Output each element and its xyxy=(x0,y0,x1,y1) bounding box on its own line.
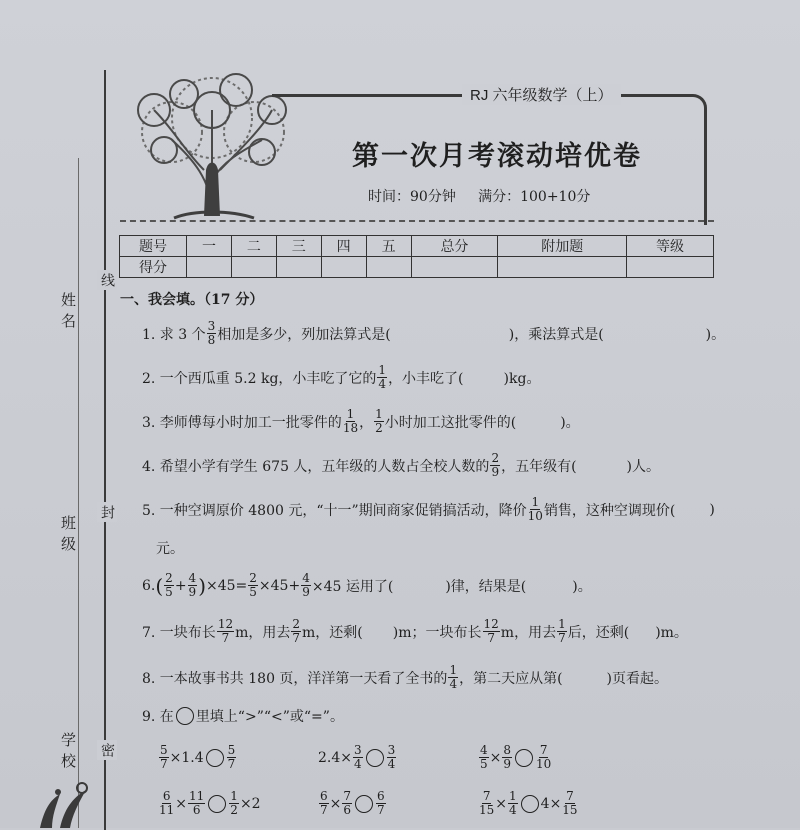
seal-line-char: 线 xyxy=(97,270,117,290)
fraction: $\frac{2}{5}$ xyxy=(165,571,173,599)
table-row xyxy=(120,257,714,278)
q-text: m，用去 xyxy=(235,624,291,641)
compare-circle[interactable] xyxy=(366,749,384,767)
page-title: 第一次月考滚动培优卷 xyxy=(352,141,642,172)
q-text: 后，还剩( xyxy=(567,624,630,641)
fraction: $\frac{4}{9}$ xyxy=(188,571,197,599)
q-text: 1. 求 3 个 xyxy=(142,326,206,343)
plant-decoration-icon xyxy=(30,780,100,828)
question-2 xyxy=(142,364,540,391)
question-6 xyxy=(142,572,592,599)
fraction: $\frac{2}{7}$ xyxy=(292,617,301,645)
q-text: 3. 李师傅每小时加工一批零件的 xyxy=(142,414,342,431)
table-cell: 五 xyxy=(366,236,411,257)
q-text: )m。 xyxy=(655,624,688,641)
decorative-divider xyxy=(120,220,714,222)
table-cell: 四 xyxy=(321,236,366,257)
q-text: ) xyxy=(198,573,206,598)
q-text: 销售，这种空调现价( xyxy=(543,502,676,519)
q-text: )。 xyxy=(705,326,726,343)
compare-circle[interactable] xyxy=(208,795,226,813)
score-cell[interactable] xyxy=(411,257,498,278)
question-3 xyxy=(142,408,580,435)
q-text: m，用去 xyxy=(500,624,557,641)
table-cell: 一 xyxy=(187,236,232,257)
q-text: + xyxy=(174,577,187,594)
table-cell: 总分 xyxy=(411,236,498,257)
q-text: ，小丰吃了( xyxy=(388,370,464,387)
fraction: $\frac{1}{18}$ xyxy=(342,407,359,435)
q-text: )律，结果是( xyxy=(445,578,527,595)
q-text: )m；一块布长 xyxy=(392,624,482,641)
table-cell: 附加题 xyxy=(498,236,627,257)
fraction: $\frac{1}{2}$ xyxy=(375,407,383,435)
compare-item: $\frac{4}{5}$ × $\frac{8}{9}$ $\frac{7}{10}$ xyxy=(480,743,552,771)
score-cell[interactable] xyxy=(498,257,627,278)
compare-item: $\frac{6}{7}$ × $\frac{7}{6}$ $\frac{6}{7}$ xyxy=(320,789,385,817)
compare-circle[interactable] xyxy=(206,749,224,767)
fraction: $\frac{3}{8}$ xyxy=(207,319,216,347)
q-text: 2. 一个西瓜重 5.2 kg，小丰吃了它的 xyxy=(142,370,377,387)
score-cell[interactable] xyxy=(187,257,232,278)
q-text: )，乘法算式是( xyxy=(508,326,604,343)
table-cell: 题号 xyxy=(120,236,187,257)
score-cell[interactable] xyxy=(627,257,714,278)
q-text: 里填上“>”“<”或“=”。 xyxy=(195,709,344,725)
question-5 xyxy=(142,496,715,523)
q-text: )kg。 xyxy=(503,370,541,387)
q-text: 7. 一块布长 xyxy=(142,624,216,641)
compare-item: $\frac{5}{7}$ ×1.4 $\frac{5}{7}$ xyxy=(160,743,236,771)
q-text: ， xyxy=(359,414,374,431)
fraction: $\frac{12}{7}$ xyxy=(217,617,234,645)
q-text: 相加是多少，列加法算式是( xyxy=(217,326,391,343)
class-label: 班级 xyxy=(59,515,77,557)
exam-info xyxy=(368,186,590,206)
section-heading: 一、我会填。（17 分） xyxy=(120,292,264,308)
binding-line xyxy=(104,70,106,830)
q-text: m，还剩( xyxy=(302,624,363,641)
fraction: $\frac{1}{4}$ xyxy=(378,363,387,391)
school-label: 学校 xyxy=(59,732,77,774)
q-text: 6. xyxy=(142,577,156,594)
score-cell[interactable] xyxy=(231,257,276,278)
q-text: )人。 xyxy=(626,458,661,475)
q-text: )。 xyxy=(572,578,592,595)
question-8 xyxy=(142,664,668,691)
q-text: ×45 运用了( xyxy=(311,578,394,595)
q-text: ，五年级有( xyxy=(501,458,577,475)
fraction: $\frac{4}{9}$ xyxy=(302,571,310,599)
question-4 xyxy=(142,452,660,479)
q-text: )页看起。 xyxy=(606,670,669,687)
table-cell: 得分 xyxy=(120,257,187,278)
circle-icon xyxy=(176,707,194,725)
q-text: 9. 在 xyxy=(142,709,174,725)
seal-feng-char: 封 xyxy=(97,502,117,522)
q-text: 4. 希望小学有学生 675 人，五年级的人数占全校人数的 xyxy=(142,458,490,475)
question-1 xyxy=(142,320,725,347)
compare-circle[interactable] xyxy=(355,795,373,813)
fraction: $\frac{12}{7}$ xyxy=(483,617,499,645)
q-text: 5. 一种空调原价 4800 元，“十一”期间商家促销搞活动，降价 xyxy=(142,502,527,519)
compare-item: $\frac{7}{15}$ × $\frac{1}{4}$ 4× $\frac{7}{15}$ xyxy=(479,789,578,817)
compare-circle[interactable] xyxy=(515,749,533,767)
score-cell[interactable] xyxy=(366,257,411,278)
question-7 xyxy=(142,618,688,645)
fraction: $\frac{1}{10}$ xyxy=(527,495,543,523)
q-text: 8. 一本故事书共 180 页，洋洋第一天看了全书的 xyxy=(142,670,448,687)
question-9 xyxy=(142,706,344,726)
fraction: $\frac{2}{9}$ xyxy=(491,451,500,479)
q-text: ×45+ xyxy=(258,577,301,594)
score-cell[interactable] xyxy=(276,257,321,278)
fraction: $\frac{1}{4}$ xyxy=(449,663,458,691)
name-label: 姓名 xyxy=(59,292,77,334)
question-5-cont: 元。 xyxy=(156,541,184,557)
grade-tag: RJ 六年级数学（上） xyxy=(462,84,621,105)
table-cell: 等级 xyxy=(627,236,714,257)
q-text: ) xyxy=(709,501,715,518)
fraction: $\frac{2}{5}$ xyxy=(249,571,257,599)
full-score-label: 满分：100+10分 xyxy=(478,189,591,205)
seal-mi-char: 密 xyxy=(97,740,117,760)
compare-item: $\frac{6}{11}$ × $\frac{11}{6}$ $\frac{1}{2}$ ×2 xyxy=(159,789,261,817)
table-cell: 二 xyxy=(231,236,276,257)
table-cell: 三 xyxy=(276,236,321,257)
fraction: $\frac{1}{7}$ xyxy=(558,617,566,645)
compare-item: 2.4× $\frac{3}{4}$ $\frac{3}{4}$ xyxy=(318,743,396,771)
info-line xyxy=(78,158,79,828)
q-text: )。 xyxy=(560,414,580,431)
score-cell[interactable] xyxy=(321,257,366,278)
q-text: ，第二天应从第( xyxy=(459,670,563,687)
compare-circle[interactable] xyxy=(521,795,539,813)
score-table xyxy=(119,235,714,278)
q-text: ( xyxy=(155,573,164,598)
q-text: ×45= xyxy=(206,577,248,594)
time-label: 时间：90分钟 xyxy=(368,189,456,205)
q-text: 小时加工这批零件的( xyxy=(384,414,517,431)
table-row xyxy=(120,236,714,257)
